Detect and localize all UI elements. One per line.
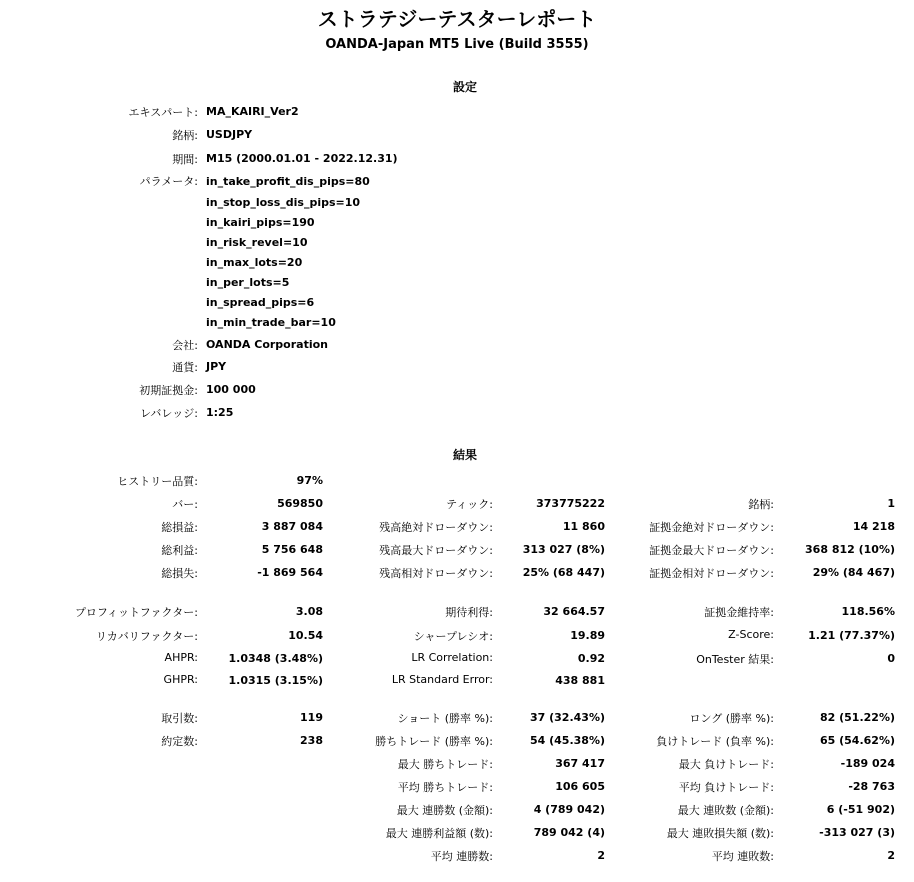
leverage-label: レバレッジ: [140, 407, 198, 420]
short-label: ショート (勝率 %): [397, 712, 493, 725]
gross-loss-label: 総損失: [161, 567, 198, 580]
report-subtitle: OANDA-Japan MT5 Live (Build 3555) [325, 37, 589, 52]
deals-label: 約定数: [161, 735, 198, 748]
ahpr-label: AHPR: [164, 651, 198, 664]
expected-payoff-label: 期待利得: [445, 606, 493, 619]
ahpr-value: 1.0348 (3.48%) [228, 652, 323, 665]
gross-profit-label: 総利益: [161, 544, 198, 557]
settings-section-title: 設定 [452, 80, 477, 94]
ticks-label: ティック: [446, 498, 493, 511]
lr-correlation-label: LR Correlation: [411, 651, 493, 664]
largest-profit-label: 最大 勝ちトレード: [397, 758, 493, 771]
equity-dd-abs-label: 証拠金絶対ドローダウン: [649, 521, 774, 534]
expert-label: エキスパート: [128, 106, 198, 119]
avg-cons-losses-value: 2 [887, 849, 895, 862]
param-item: in_max_lots=20 [206, 256, 303, 269]
max-cons-wins-value: 4 (789 042) [533, 803, 605, 816]
equity-dd-rel-label: 証拠金相対ドローダウン: [649, 567, 774, 580]
params-label: パラメータ: [139, 175, 198, 188]
balance-dd-rel-value: 25% (68 447) [522, 566, 605, 579]
balance-dd-rel-label: 残高相対ドローダウン: [379, 567, 493, 580]
long-label: ロング (勝率 %): [689, 712, 774, 725]
period-label: 期間: [172, 153, 198, 166]
balance-dd-abs-label: 残高絶対ドローダウン: [379, 521, 493, 534]
avg-loss-label: 平均 負けトレード: [678, 781, 774, 794]
expected-payoff-value: 32 664.57 [543, 605, 605, 618]
lr-std-error-value: 438 881 [555, 674, 605, 687]
margin-level-value: 118.56% [841, 605, 895, 618]
profit-factor-label: プロフィットファクター: [74, 606, 198, 619]
param-item: in_spread_pips=6 [206, 296, 315, 309]
equity-dd-abs-value: 14 218 [852, 520, 895, 533]
deposit-label: 初期証拠金: [139, 384, 198, 397]
avg-loss-value: -28 763 [848, 780, 895, 793]
profit-trades-label: 勝ちトレード (勝率 %): [375, 735, 493, 748]
equity-dd-max-value: 368 812 (10%) [805, 543, 895, 556]
symbol-value: USDJPY [206, 128, 253, 141]
param-item: in_take_profit_dis_pips=80 [206, 175, 370, 188]
company-value: OANDA Corporation [206, 338, 328, 351]
avg-cons-losses-label: 平均 連敗数: [711, 850, 774, 863]
param-item: in_kairi_pips=190 [206, 216, 315, 229]
max-cons-losses-label: 最大 連敗数 (金額): [677, 804, 774, 817]
largest-loss-value: -189 024 [840, 757, 895, 770]
avg-profit-label: 平均 勝ちトレード: [397, 781, 493, 794]
deposit-value: 100 000 [206, 383, 256, 396]
ontester-label: OnTester 結果: [696, 653, 774, 666]
short-value: 37 (32.43%) [529, 711, 605, 724]
margin-level-label: 証拠金維持率: [704, 606, 774, 619]
zscore-value: 1.21 (77.37%) [808, 629, 895, 642]
max-cons-wins-label: 最大 連勝数 (金額): [396, 804, 493, 817]
sharpe-value: 19.89 [570, 629, 605, 642]
history-quality-value: 97% [296, 474, 323, 487]
param-item: in_risk_revel=10 [206, 236, 308, 249]
equity-dd-rel-value: 29% (84 467) [812, 566, 895, 579]
expert-value: MA_KAIRI_Ver2 [206, 105, 299, 118]
recovery-factor-label: リカバリファクター: [95, 630, 198, 643]
bars-label: バー: [172, 498, 198, 511]
equity-dd-max-label: 証拠金最大ドローダウン: [649, 544, 774, 557]
period-value: M15 (2000.01.01 - 2022.12.31) [206, 152, 398, 165]
net-profit-label: 総損益: [161, 521, 198, 534]
loss-trades-label: 負けトレード (負率 %): [656, 735, 774, 748]
symbols-value: 1 [887, 497, 895, 510]
avg-cons-wins-value: 2 [597, 849, 605, 862]
trades-value: 119 [300, 711, 323, 724]
lr-correlation-value: 0.92 [577, 652, 605, 665]
balance-dd-max-value: 313 027 (8%) [522, 543, 605, 556]
avg-cons-wins-label: 平均 連勝数: [430, 850, 493, 863]
deals-value: 238 [300, 734, 323, 747]
ghpr-value: 1.0315 (3.15%) [228, 674, 323, 687]
balance-dd-max-label: 残高最大ドローダウン: [379, 544, 493, 557]
param-item: in_stop_loss_dis_pips=10 [206, 196, 361, 209]
gross-loss-value: -1 869 564 [257, 566, 323, 579]
max-cons-profit-label: 最大 連勝利益額 (数): [385, 827, 493, 840]
results-section-title: 結果 [452, 448, 477, 462]
history-quality-label: ヒストリー品質: [117, 475, 198, 488]
recovery-factor-value: 10.54 [288, 629, 323, 642]
net-profit-value: 3 887 084 [261, 520, 323, 533]
gross-profit-value: 5 756 648 [261, 543, 323, 556]
report-title: ストラテジーテスターレポート [317, 7, 597, 31]
long-value: 82 (51.22%) [819, 711, 895, 724]
balance-dd-abs-value: 11 860 [562, 520, 605, 533]
currency-value: JPY [206, 360, 227, 373]
lr-std-error-label: LR Standard Error: [391, 673, 493, 686]
largest-loss-label: 最大 負けトレード: [678, 758, 774, 771]
max-cons-profit-value: 789 042 (4) [533, 826, 605, 839]
symbols-label: 銘柄: [748, 498, 774, 511]
symbol-label: 銘柄: [172, 129, 198, 142]
profit-factor-value: 3.08 [295, 605, 323, 618]
profit-trades-value: 54 (45.38%) [529, 734, 605, 747]
sharpe-label: シャープレシオ: [413, 630, 493, 643]
zscore-label: Z-Score: [728, 628, 774, 641]
max-cons-loss-value: -313 027 (3) [819, 826, 895, 839]
company-label: 会社: [172, 339, 198, 352]
max-cons-losses-value: 6 (-51 902) [826, 803, 895, 816]
loss-trades-value: 65 (54.62%) [819, 734, 895, 747]
ghpr-label: GHPR: [163, 673, 198, 686]
largest-profit-value: 367 417 [555, 757, 605, 770]
param-item: in_per_lots=5 [206, 276, 290, 289]
max-cons-loss-label: 最大 連敗損失額 (数): [666, 827, 774, 840]
bars-value: 569850 [277, 497, 323, 510]
leverage-value: 1:25 [206, 406, 234, 419]
trades-label: 取引数: [161, 712, 198, 725]
currency-label: 通貨: [172, 361, 198, 374]
param-item: in_min_trade_bar=10 [206, 316, 336, 329]
ontester-value: 0 [887, 652, 895, 665]
avg-profit-value: 106 605 [555, 780, 605, 793]
ticks-value: 373775222 [536, 497, 605, 510]
